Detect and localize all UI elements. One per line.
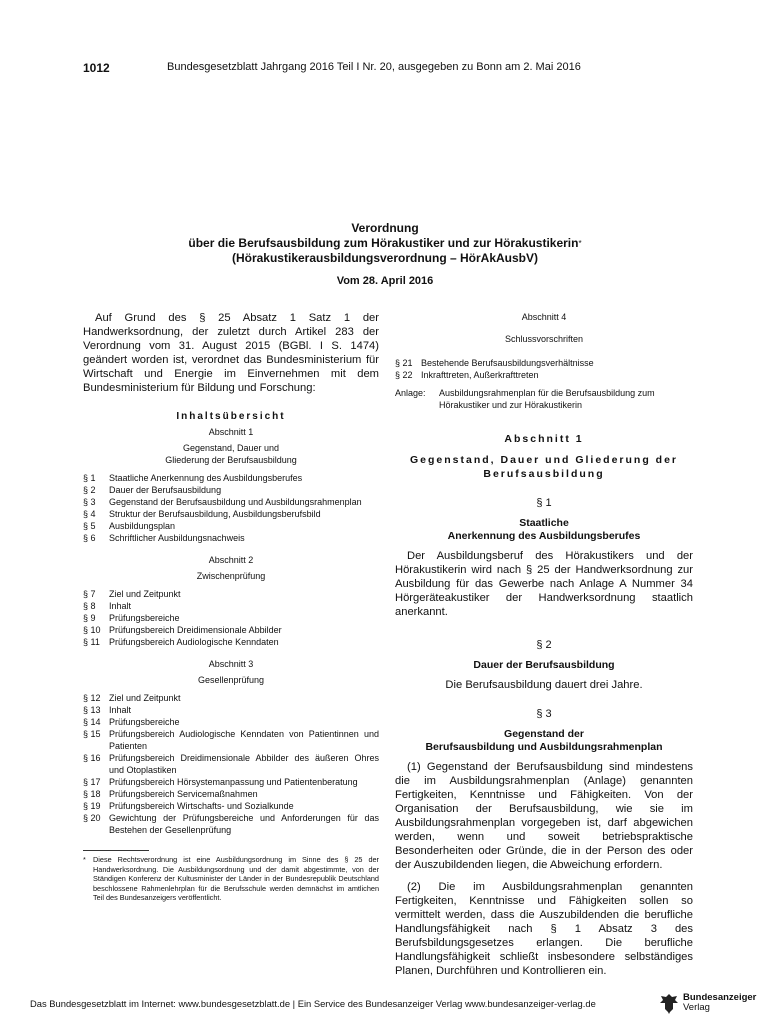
- toc-entry-text: Bestehende Berufsausbildungsverhältnisse: [421, 358, 594, 368]
- toc-heading: Inhaltsübersicht: [176, 411, 286, 422]
- toc-entry-section: § 10: [83, 625, 101, 635]
- left-column: [83, 311, 379, 903]
- toc-entry-section: § 13: [83, 705, 101, 715]
- paragraph-body: (2) Die im Ausbildungsrahmenplan genannten Fertigkeiten, Kenntnisse und Fähigkeiten sollen so vermittelt werden, dass die Auszubildenden die berufliche Handlungsfähigkeit nach § 1 Absatz 3 des Berufsbildungsgesetzes erlangen. Die berufliche Handlungsfähigkeit schließt insbesondere selbständiges Planen, Durchführen und Kontrollieren ein.: [395, 881, 693, 977]
- toc-entry: [83, 752, 379, 776]
- eagle-logo-icon: [659, 992, 679, 1014]
- paragraph-number: § 3: [536, 708, 552, 720]
- toc-list: [83, 588, 379, 648]
- document-date: Vom 28. April 2016: [336, 275, 434, 287]
- toc-entry-text: Prüfungsbereich Audiologische Kenndaten von Patientinnen und Patienten: [109, 729, 379, 751]
- logo-text-line-1: Bundesanzeiger: [683, 992, 757, 1003]
- toc-entry-section: § 14: [83, 717, 101, 727]
- toc-group-3: [83, 658, 379, 836]
- toc-entry: [83, 600, 379, 612]
- toc-entry: [83, 520, 379, 532]
- toc-entry: [83, 588, 379, 600]
- toc-entry-text: Ausbildungsplan: [109, 521, 176, 531]
- paragraph-1: [395, 497, 693, 619]
- toc-entry: [395, 357, 693, 369]
- paragraph-body: Die Berufsausbildung dauert drei Jahre.: [445, 679, 643, 691]
- paragraph-number: § 1: [536, 497, 552, 509]
- toc-list: [395, 357, 693, 381]
- toc-entry-text: Ziel und Zeitpunkt: [109, 589, 181, 599]
- toc-abschnitt-label: Abschnitt 2: [208, 555, 254, 565]
- anlage-text: Ausbildungsrahmenplan für die Berufsausbildung zum Hörakustiker und zur Hörakustikerin: [439, 388, 655, 410]
- toc-entry-section: § 18: [83, 789, 101, 799]
- toc-entry-text: Prüfungsbereich Audiologische Kenndaten: [109, 637, 279, 647]
- paragraph-title: Gegenstand der Berufsausbildung und Ausbildungsrahmenplan: [425, 728, 663, 753]
- toc-entry: [83, 624, 379, 636]
- toc-entry-text: Struktur der Berufsausbildung, Ausbildungsberufsbild: [109, 509, 321, 519]
- toc-entry-section: § 21: [395, 358, 413, 368]
- toc-entry-section: § 6: [83, 533, 96, 543]
- toc-group-1: [83, 426, 379, 544]
- toc-entry-section: § 4: [83, 509, 96, 519]
- toc-abschnitt-label: Abschnitt 4: [521, 312, 567, 322]
- logo-text-line-2: Verlag: [683, 1002, 710, 1013]
- toc-entry: [395, 369, 693, 381]
- paragraph-3: [395, 708, 693, 978]
- page-number: 1012: [83, 61, 110, 75]
- toc-abschnitt-title: Gegenstand, Dauer und Gliederung der Berufsausbildung: [165, 443, 297, 465]
- toc-entry: [83, 692, 379, 704]
- toc-abschnitt-label: Abschnitt 1: [208, 427, 254, 437]
- toc-entry-section: § 15: [83, 729, 101, 739]
- toc-abschnitt-label: Abschnitt 3: [208, 659, 254, 669]
- toc-entry-text: Prüfungsbereich Dreidimensionale Abbilder: [109, 625, 282, 635]
- toc-entry-text: Prüfungsbereich Servicemaßnahmen: [109, 789, 258, 799]
- publisher-logo: [659, 992, 756, 1014]
- toc-entry-text: Prüfungsbereich Dreidimensionale Abbilder des äußeren Ohres und Otoplastiken: [109, 753, 379, 775]
- document-title: [83, 221, 687, 266]
- toc-entry: [83, 716, 379, 728]
- toc-entry-text: Inhalt: [109, 705, 132, 715]
- toc-abschnitt-title: Zwischenprüfung: [196, 571, 266, 581]
- footnote-text: Diese Rechtsverordnung ist eine Ausbildungsordnung im Sinne des § 25 der Handwerksordnung. Die Ausbildungsordnung und der damit abgestimmte, von der Ständigen Konferenz der Kultusminister der Länder in der Bundesrepublik Deutschland beschlossene Rahmenlehrplan für die Berufsschule werden demnächst im amtlichen Teil des Bundesanzeigers veröffentlicht.: [93, 855, 379, 903]
- toc-entry-section: § 17: [83, 777, 101, 787]
- title-line-2-text: über die Berufsausbildung zum Hörakustiker und zur Hörakustikerin: [188, 236, 579, 250]
- toc-entry: [83, 704, 379, 716]
- toc-list: [83, 692, 379, 836]
- toc-entry-section: § 19: [83, 801, 101, 811]
- logo-text: [683, 993, 756, 1013]
- toc-entry-section: § 2: [83, 485, 96, 495]
- toc-entry: [83, 484, 379, 496]
- toc-entry-text: Staatliche Anerkennung des Ausbildungsberufes: [109, 473, 303, 483]
- paragraph-body: Der Ausbildungsberuf des Hörakustikers und der Hörakustikerin wird nach § 25 der Handwerksordnung zur Ausbildung für das Gewerbe nach Anlage A Nummer 34 Hörgeräteakustiker der Handwerksordnung staatlich anerkannt.: [395, 550, 693, 618]
- toc-abschnitt-title: Schlussvorschriften: [504, 334, 584, 344]
- paragraph-title: Dauer der Berufsausbildung: [473, 659, 615, 671]
- anlage-label: Anlage:: [395, 388, 426, 398]
- footnote-ref: *: [578, 239, 582, 248]
- toc-list: [83, 472, 379, 544]
- toc-entry: [83, 800, 379, 812]
- section-heading: Abschnitt 1: [504, 433, 584, 445]
- toc-entry: [83, 496, 379, 508]
- toc-entry-section: § 3: [83, 497, 96, 507]
- title-line-3: (Hörakustikerausbildungsverordnung – HörAkAusbV): [231, 251, 539, 265]
- toc-entry: [83, 612, 379, 624]
- toc-group-2: [83, 554, 379, 648]
- toc-entry-section: § 9: [83, 613, 96, 623]
- toc-entry-text: Gegenstand der Berufsausbildung und Ausbildungsrahmenplan: [109, 497, 362, 507]
- title-line-2: [83, 236, 687, 251]
- toc-entry: [83, 788, 379, 800]
- toc-entry-text: Prüfungsbereiche: [109, 613, 180, 623]
- footnote: [83, 855, 379, 903]
- toc-entry-text: Inkrafttreten, Außerkrafttreten: [421, 370, 539, 380]
- toc-entry-section: § 8: [83, 601, 96, 611]
- toc-entry-text: Prüfungsbereich Wirtschafts- und Sozialkunde: [109, 801, 294, 811]
- toc-entry-text: Ziel und Zeitpunkt: [109, 693, 181, 703]
- toc-entry: [83, 472, 379, 484]
- paragraph-body: (1) Gegenstand der Berufsausbildung sind mindestens die im Ausbildungsrahmenplan (Anlage) genannten Fertigkeiten, Kenntnisse und Fähigkeiten. Von der Organisation der Berufsausbildung, wie sie im Ausbildungsrahmenplan vorgegeben ist, darf abgewichen werden, wenn und soweit betriebspraktische Besonderheiten oder Gründe, die in der Person des oder der Auszubildenden liegen, die Abweichung erfordern.: [395, 761, 693, 871]
- toc-entry-section: § 11: [83, 637, 100, 647]
- footnote-divider: [83, 850, 149, 851]
- toc-entry: [83, 532, 379, 544]
- toc-entry-text: Prüfungsbereich Hörsystemanpassung und Patientenberatung: [109, 777, 358, 787]
- toc-entry-section: § 16: [83, 753, 101, 763]
- toc-entry-section: § 12: [83, 693, 101, 703]
- page-footer: Das Bundesgesetzblatt im Internet: www.bundesgesetzblatt.de | Ein Service des Bundesanzeiger Verlag www.bundesanzeiger-verlag.de: [30, 998, 596, 1009]
- paragraph-number: § 2: [536, 639, 552, 651]
- toc-entry-section: § 22: [395, 370, 413, 380]
- toc-entry-section: § 1: [83, 473, 96, 483]
- toc-entry-section: § 7: [83, 589, 96, 599]
- section-subheading: Gegenstand, Dauer und Gliederung der Berufsausbildung: [409, 454, 679, 480]
- toc-entry-text: Prüfungsbereiche: [109, 717, 180, 727]
- toc-entry-section: § 20: [83, 813, 101, 823]
- toc-anlage: [395, 387, 693, 411]
- toc-entry: [83, 728, 379, 752]
- toc-entry-section: § 5: [83, 521, 96, 531]
- toc-entry-text: Gewichtung der Prüfungsbereiche und Anforderungen für das Bestehen der Gesellenprüfung: [109, 813, 379, 835]
- toc-abschnitt-title: Gesellenprüfung: [197, 675, 265, 685]
- toc-entry: [83, 776, 379, 788]
- toc-entry: [83, 508, 379, 520]
- header-text: Bundesgesetzblatt Jahrgang 2016 Teil I Nr. 20, ausgegeben zu Bonn am 2. Mai 2016: [167, 61, 581, 73]
- toc-entry: [83, 812, 379, 836]
- right-column: [395, 311, 693, 986]
- toc-group-4: [395, 311, 693, 411]
- toc-entry-text: Inhalt: [109, 601, 132, 611]
- intro-paragraph: Auf Grund des § 25 Absatz 1 Satz 1 der Handwerksordnung, der zuletzt durch Artikel 283 der Verordnung vom 31. August 2015 (BGBl. I S. 1474) geändert worden ist, verordnet das Bundesministerium für Wirtschaft und Energie im Einvernehmen mit dem Bundesministerium für Bildung und Forschung:: [83, 312, 379, 394]
- paragraph-title: Staatliche Anerkennung des Ausbildungsberufes: [447, 517, 641, 542]
- title-line-1: Verordnung: [351, 221, 419, 235]
- toc-entry-text: Schriftlicher Ausbildungsnachweis: [109, 533, 245, 543]
- footnote-mark: *: [83, 855, 86, 864]
- toc-entry-text: Dauer der Berufsausbildung: [109, 485, 222, 495]
- paragraph-2: [395, 639, 693, 692]
- toc-entry: [83, 636, 379, 648]
